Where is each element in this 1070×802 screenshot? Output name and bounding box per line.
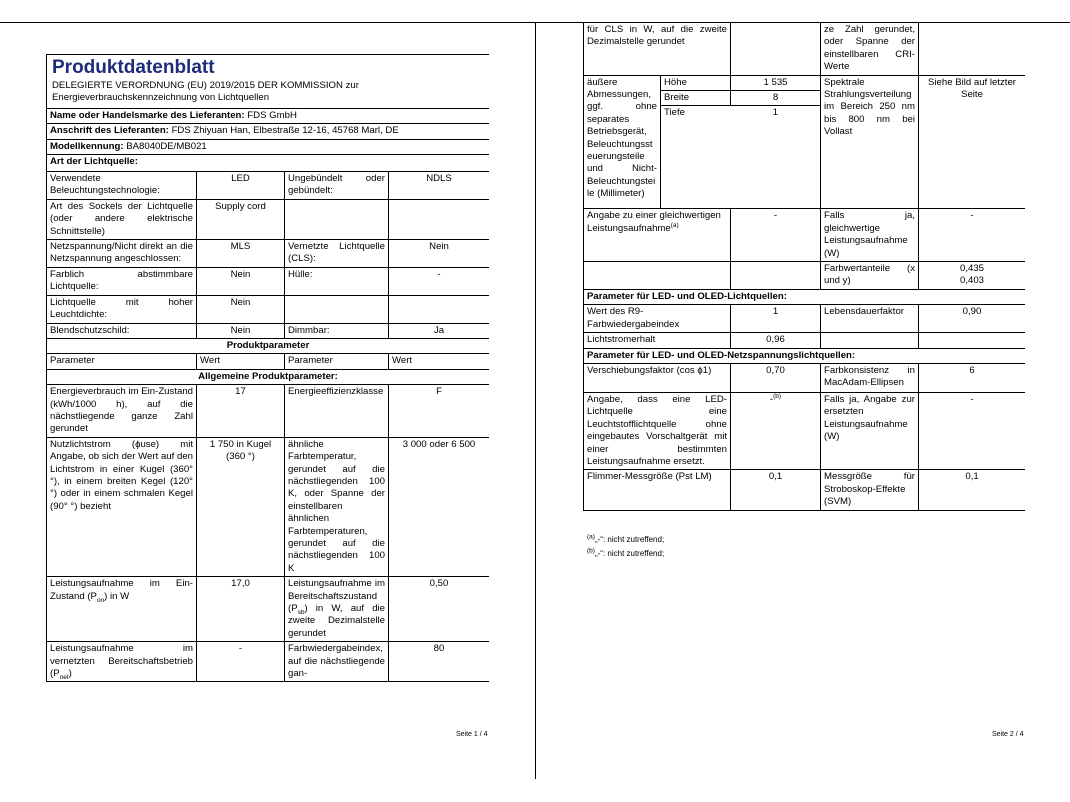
dimensions-label: äußere Abmessungen, ggf. ohne separates Betriebsgerät, Beleuchtungssteuerungsteile und Nicht-Beleuchtungsteile (Millimeter) (584, 75, 661, 209)
model-value: BA8040DE/MB021 (126, 140, 207, 152)
regulation-text: DELEGIERTE VERORDNUNG (EU) 2019/2015 DER KOMMISSION zur Energieverbrauchskennzeichnung von Lichtquellen (52, 80, 359, 104)
flux-value: 1 750 in Kugel (360 °) (197, 437, 285, 576)
glare-label: Blendschutzschild: (47, 323, 197, 338)
power-network-value: - (197, 642, 285, 682)
document-page-1 (0, 23, 535, 802)
address-value: FDS Zhiyuan Han, Elbestraße 12-16, 45768 Marl, DE (171, 125, 399, 137)
chromaticity-value: 0,435 0,403 (919, 262, 1026, 290)
cls-label: Vernetzte Lichtquelle (CLS): (285, 240, 389, 268)
flicker-label: Flimmer-Messgröße (Pst LM) (584, 470, 731, 511)
lifetime-factor-label: Lebensdauerfaktor (821, 305, 919, 333)
page-title: Produktdatenblatt (52, 57, 215, 78)
retrofit-label: Angabe, dass eine LED-Lichtquelle eine Leuchtstofflichtquelle ohne eingebautes Vorschaltgerät mit einer bestimmten Leistungsaufnahme ersetzt. (584, 392, 731, 469)
dimmable-value: Ja (389, 323, 490, 338)
supplier-row (47, 108, 490, 123)
mains-value: MLS (197, 240, 285, 268)
product-params-heading: Produktparameter (47, 338, 490, 353)
envelope-value: - (389, 267, 490, 295)
cls-value: Nein (389, 240, 490, 268)
width-value: 8 (731, 91, 821, 106)
spectral-value: Siehe Bild auf letzter Seite (919, 75, 1026, 209)
displacement-factor-value: 0,70 (731, 363, 821, 392)
footnote-a: $^{(a)}$„-“: nicht zutreffend; (587, 533, 665, 544)
energy-class-label: Energieeffizienzklasse (285, 385, 389, 438)
tech-label: Verwendete Beleuchtungstechnologie: (47, 172, 197, 200)
equivalent-power-label: Angabe zu einer gleichwertigen Leistungsaufnahme$^{(a)}$ (584, 209, 731, 262)
product-sheet-table-2 (583, 23, 1025, 535)
bundled-value: NDLS (389, 172, 490, 200)
macadam-label: Farbkonsistenz in MacAdam-Ellipsen (821, 363, 919, 392)
glare-value: Nein (197, 323, 285, 338)
flicker-value: 0,1 (731, 470, 821, 511)
lifetime-factor-value: 0,90 (919, 305, 1026, 333)
depth-label: Tiefe (661, 106, 731, 209)
height-label: Höhe (661, 75, 731, 90)
power-standby-value: 0,50 (389, 577, 490, 642)
power-standby-label: Leistungsaufnahme im Bereitschaftszustand $(P_{sb})$ in W, auf die zweite Dezimalstelle gerundet (285, 577, 389, 642)
equivalent-power-value: - (731, 209, 821, 262)
continued-right-label: ze Zahl gerundet, oder Spanne der einstellbaren CRI-Werte (821, 23, 919, 75)
retrofit-power-label: Falls ja, Angabe zur ersetzten Leistungsaufnahme (W) (821, 392, 919, 469)
cct-label: ähnliche Farbtemperatur, gerundet auf die nächstliegenden 100 K, oder Spanne der einstellbaren ähnlichen Farbtemperaturen, gerundet auf die nächstliegenden 100 K (285, 437, 389, 576)
high-luminance-label: Lichtquelle mit hoher Leuchtdichte: (47, 295, 197, 323)
page-number-1: Seite 1 / 4 (456, 731, 488, 738)
document-page-2 (536, 23, 1070, 802)
energy-class-value: F (389, 385, 490, 438)
energy-value: 17 (197, 385, 285, 438)
continued-left-label: für CLS in W, auf die zweite Dezimalstelle gerundet (584, 23, 731, 75)
flux-label: Nutzlichtstrom (ϕuse) mit Angabe, ob sich der Wert auf den Lichtstrom in einer Kugel (360° °), in einem breiten Kegel (120° °) oder in einem schmalen Kegel (90° °) bezieht (47, 437, 197, 576)
stroboscopic-value: 0,1 (919, 470, 1026, 511)
cct-value: 3 000 oder 6 500 (389, 437, 490, 576)
high-luminance-value: Nein (197, 295, 285, 323)
page-number-2: Seite 2 / 4 (992, 731, 1024, 738)
product-sheet-table-1 (46, 54, 489, 722)
model-row (47, 139, 490, 154)
led-params-heading: Parameter für LED- und OLED-Lichtquellen: (584, 289, 1026, 304)
power-on-value: 17,0 (197, 577, 285, 642)
macadam-value: 6 (919, 363, 1026, 392)
lumen-maintenance-label: Lichtstromerhalt (584, 333, 731, 348)
chromaticity-label: Farbwertanteile (x und y) (821, 262, 919, 290)
color-tunable-value: Nein (197, 267, 285, 295)
r9-value: 1 (731, 305, 821, 333)
col-header-value-2: Wert (389, 354, 490, 369)
supplier-value: FDS GmbH (247, 109, 297, 121)
col-header-param-1: Parameter (47, 354, 197, 369)
stroboscopic-label: Messgröße für Stroboskop-Effekte (SVM) (821, 470, 919, 511)
address-label: Anschrift des Lieferanten: (50, 125, 169, 137)
retrofit-power-value: - (919, 392, 1026, 469)
power-network-label: Leistungsaufnahme im vernetzten Bereitschaftsbetrieb $(P_{net})$ (47, 642, 197, 682)
displacement-factor-label: Verschiebungsfaktor (cos ϕ1) (584, 363, 731, 392)
r9-label: Wert des R9-Farbwiedergabeindex (584, 305, 731, 333)
retrofit-value: -$^{(b)}$ (731, 392, 821, 469)
spectral-label: Spektrale Strahlungsverteilung im Bereich 250 nm bis 800 nm bei Vollast (821, 75, 919, 209)
width-label: Breite (661, 91, 731, 106)
equivalent-power-w-label: Falls ja, gleichwertige Leistungsaufnahme (W) (821, 209, 919, 262)
col-header-value-1: Wert (197, 354, 285, 369)
mains-led-params-heading: Parameter für LED- und OLED-Netzspannungslichtquellen: (584, 348, 1026, 363)
envelope-label: Hülle: (285, 267, 389, 295)
type-heading: Art der Lichtquelle: (47, 155, 490, 172)
lumen-maintenance-value: 0,96 (731, 333, 821, 348)
socket-value: Supply cord (197, 199, 285, 239)
height-value: 1 535 (731, 75, 821, 90)
footnote-b: $^{(b)}$„-“: nicht zutreffend; (587, 547, 665, 558)
energy-label: Energieverbrauch im Ein-Zustand (kWh/1000 h), auf die nächstliegende ganze Zahl gerundet (47, 385, 197, 438)
equivalent-power-w-value: - (919, 209, 1026, 262)
address-row (47, 124, 490, 139)
power-on-label: Leistungsaufnahme im Ein-Zustand $(P_{on})$ in W (47, 577, 197, 642)
tech-value: LED (197, 172, 285, 200)
col-header-param-2: Parameter (285, 354, 389, 369)
general-params-heading: Allgemeine Produktparameter: (47, 369, 490, 384)
dimmable-label: Dimmbar: (285, 323, 389, 338)
supplier-label: Name oder Handelsmarke des Lieferanten: (50, 109, 245, 121)
socket-label: Art des Sockels der Lichtquelle (oder andere elektrische Schnittstelle) (47, 199, 197, 239)
color-tunable-label: Farblich abstimmbare Lichtquelle: (47, 267, 197, 295)
cri-label: Farbwiedergabeindex, auf die nächstliegende gan- (285, 642, 389, 682)
mains-label: Netzspannung/Nicht direkt an die Netzspannung angeschlossen: (47, 240, 197, 268)
model-label: Modellkennung: (50, 140, 124, 152)
cri-value: 80 (389, 642, 490, 682)
depth-value: 1 (731, 106, 821, 209)
bundled-label: Ungebündelt oder gebündelt: (285, 172, 389, 200)
